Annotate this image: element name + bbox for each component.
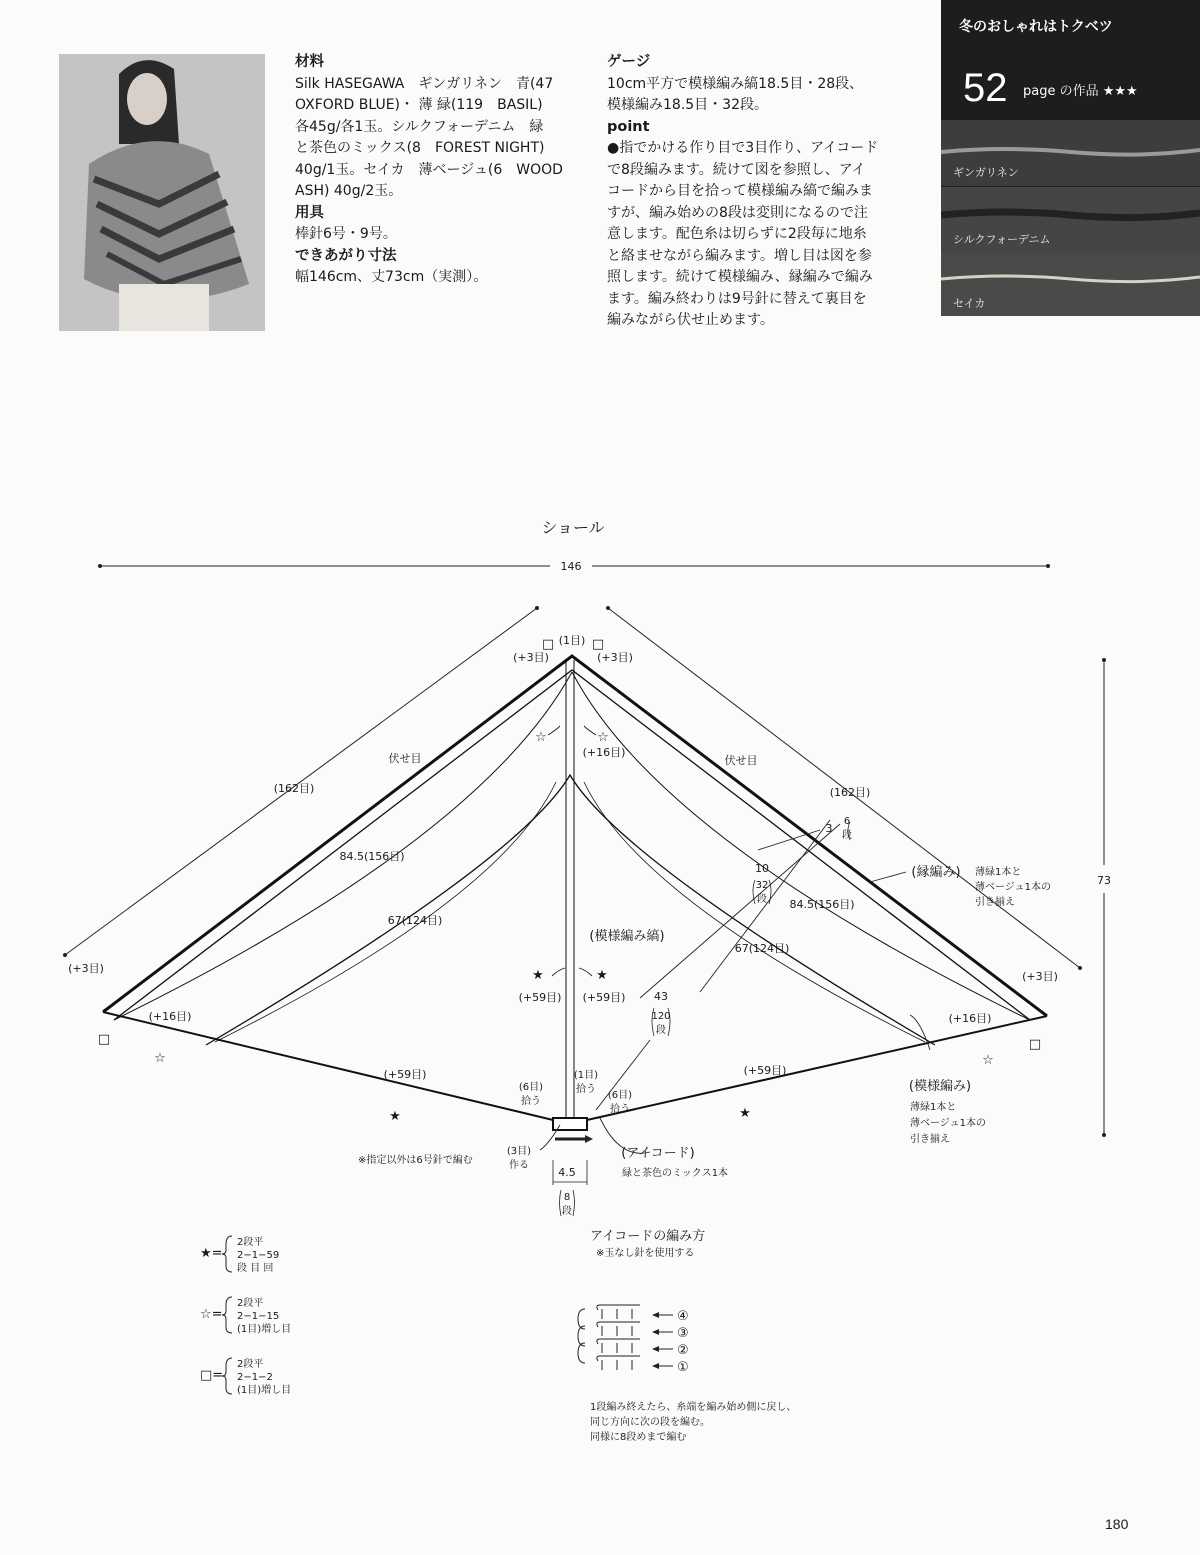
icord-method-note: ※玉なし針を使用する [596,1248,695,1259]
materials-line: ASH) 40g/2玉。 [295,183,403,199]
yarn-swatch-label: シルクフォーデニム [953,233,1051,246]
point-line: 編みながら伏せ止めます。 [607,312,774,328]
size-text: 幅146cm、丈73cm（実測）。 [295,269,488,285]
row-1: ① [677,1360,689,1375]
square-icon: □ [591,637,605,652]
rows-3: 3 [825,822,833,835]
point-line: コードから目を拾って模様編み縞で編みま [607,183,873,199]
rows-32: 32 [755,880,769,891]
star-filled-icon: ★ [596,968,608,983]
pick-left: 拾う [521,1096,541,1107]
pick-right: 拾う [610,1104,630,1115]
legend-line: 2−1−2 [237,1372,273,1383]
point-line: 照します。続けて模様編み、縁編みで編み [607,269,873,285]
make3: (3目) [506,1146,532,1157]
tools-text: 棒針6号・9号。 [295,226,397,242]
sidebar-title: 冬のおしゃれはトクベツ [959,19,1113,35]
sidebar-page-number: 52 [963,66,1008,110]
rows-120: 120 [651,1011,671,1022]
left-bind-off: 伏せ目 [388,752,422,765]
top-left-plus3: (+3目) [513,651,549,664]
left-84-5: 84.5(156目) [339,850,405,863]
rows-dan: 段 [757,894,767,905]
right-plus16: (+16目) [948,1012,992,1025]
star-filled-icon: ★ [532,968,544,983]
width-dimension [98,560,1050,573]
square-icon: □ [97,1032,111,1047]
arrow-right-icon [585,1135,593,1143]
right-bind-off: 伏せ目 [724,754,758,767]
left-162-stitches: (162目) [273,782,315,795]
materials-line: と茶色のミックス(8 FOREST NIGHT) [295,140,545,156]
height-label: 73 [1097,874,1111,887]
width-label: 146 [560,560,582,573]
top-one-stitch: (1目) [558,634,586,647]
pattern-label: (模様編み) [908,1079,972,1094]
right-67: 67(124目) [734,942,790,955]
rows-6: 6 [843,816,851,827]
diagram-title: ショール [541,518,605,537]
legend-symbol: ☆= [200,1307,223,1322]
point-line: ●指でかける作り目で3目作り、アイコード [607,140,879,156]
legend-line: 段 目 回 [237,1263,274,1274]
star-outline-icon: ☆ [535,730,547,745]
materials-line: OXFORD BLUE)・ 薄 緑(119 BASIL) [295,97,543,113]
legend-line: 2段平 [237,1237,264,1248]
center-right-plus59: (+59目) [582,991,626,1004]
edging-yarn: 薄緑1本と [975,867,1022,878]
make-label: 作る [509,1160,529,1171]
rows-10: 10 [755,862,769,875]
size-heading: できあがり寸法 [295,247,397,264]
tools-heading: 用具 [295,204,324,221]
pattern-yarn: 引き揃え [910,1134,950,1145]
star-outline-icon: ☆ [154,1051,166,1066]
right-162-stitches: (162目) [829,786,871,799]
star-outline-icon: ☆ [982,1053,994,1068]
legend-line: 2−1−15 [237,1311,280,1322]
rows-43: 43 [654,990,668,1003]
edging-yarn: 薄ベージュ1本の [975,882,1051,893]
right-plus59: (+59目) [743,1064,787,1077]
edge-dimension-lines [63,606,1082,970]
rows-dan: 段 [842,830,852,841]
square-icon: □ [541,637,555,652]
star-filled-icon: ★ [389,1109,401,1124]
pick6-left: (6目) [518,1082,544,1093]
gauge-line: 10cm平方で模様編み縞18.5目・28段、 [607,75,864,92]
yarn-swatch-label: ギンガリネン [953,166,1019,179]
legend-symbol: ★= [200,1246,223,1261]
star-outline-icon: ☆ [597,730,609,745]
point-line: で8段編みます。続けて図を参照し、アイ [607,161,866,178]
legend-line: 2−1−59 [237,1250,280,1261]
pattern-yarn: 薄ベージュ1本の [910,1118,986,1129]
star-filled-icon: ★ [739,1106,751,1121]
legend-symbol: □= [200,1368,224,1383]
materials-heading: 材料 [295,54,324,70]
edging-label: (縁編み) [911,865,961,880]
yarn-swatch-label: セイカ [953,297,986,310]
materials-line: Silk HASEGAWA ギンガリネン 青(47 [295,75,554,92]
icord-method [578,1229,796,1443]
left-plus59: (+59目) [383,1068,427,1081]
stripe-pattern-label: (模様編み縞) [589,929,665,944]
legend-line: (1目)増し目 [237,1385,292,1396]
icord-label: (アイコード) [621,1146,695,1161]
materials-line: 各45g/各1玉。シルクフォーデニム 緑 [295,118,544,135]
top-plus16: (+16目) [582,746,626,759]
point-line: と絡ませながら編みます。増し目は図を参 [607,247,872,264]
row-2: ② [677,1343,689,1358]
left-plus3: (+3目) [68,962,104,975]
point-line: すが、編み始めの8段は変則になるので注 [607,204,868,221]
pick6-right: (6目) [607,1090,633,1101]
icord-width-dimension [553,822,850,1216]
legend-line: 2段平 [237,1359,264,1370]
point-heading: point [607,118,650,135]
pattern-yarn: 薄緑1本と [910,1102,957,1113]
increase-legend [200,1236,291,1396]
icord-rows-dan: 段 [562,1206,572,1217]
materials-line: 40g/1玉。セイカ 薄ベージュ(6 WOOD [295,161,563,178]
pick1: (1目) [573,1070,599,1081]
center-left-plus59: (+59目) [518,991,562,1004]
row-3: ③ [677,1326,689,1341]
right-84-5: 84.5(156目) [789,898,855,911]
legend-line: 2段平 [237,1298,264,1309]
sidebar-page-suffix: page の作品 ★★★ [1023,84,1138,99]
gauge-heading: ゲージ [607,54,651,70]
icord-desc: 同様に8段めまで編む [590,1432,687,1443]
pick1-label: 拾う [576,1084,596,1095]
point-line: ます。編み終わりは9号針に替えて裏目を [607,290,867,307]
row-4: ④ [677,1309,689,1324]
rows-dan: 段 [656,1025,666,1036]
gauge-line: 模様編み18.5目・32段。 [607,97,768,113]
legend-line: (1目)増し目 [237,1324,292,1335]
right-plus3: (+3目) [1022,970,1058,983]
shawl-outline [103,656,1047,1130]
icord-method-title: アイコードの編み方 [590,1229,706,1244]
left-plus16: (+16目) [148,1010,192,1023]
point-line: 意します。配色糸は切らずに2段毎に地糸 [607,226,867,242]
icord-rows: 8 [563,1192,571,1203]
edging-yarn: 引き揃え [975,897,1015,908]
icord-width: 4.5 [558,1166,576,1179]
icord-desc: 1段編み終えたら、糸端を編み始め側に戻し、 [590,1402,797,1413]
square-icon: □ [1028,1037,1042,1052]
icord-desc: 同じ方向に次の段を編む。 [590,1417,710,1428]
height-dimension [1097,658,1111,1137]
arrow-left-icon [652,1312,659,1369]
left-67: 67(124目) [387,914,443,927]
top-right-plus3: (+3目) [597,651,633,664]
page-number: 180 [1105,1516,1129,1532]
needle-note: ※指定以外は6号針で編む [358,1155,473,1166]
icord-yarn: 緑と茶色のミックス1本 [622,1168,729,1179]
